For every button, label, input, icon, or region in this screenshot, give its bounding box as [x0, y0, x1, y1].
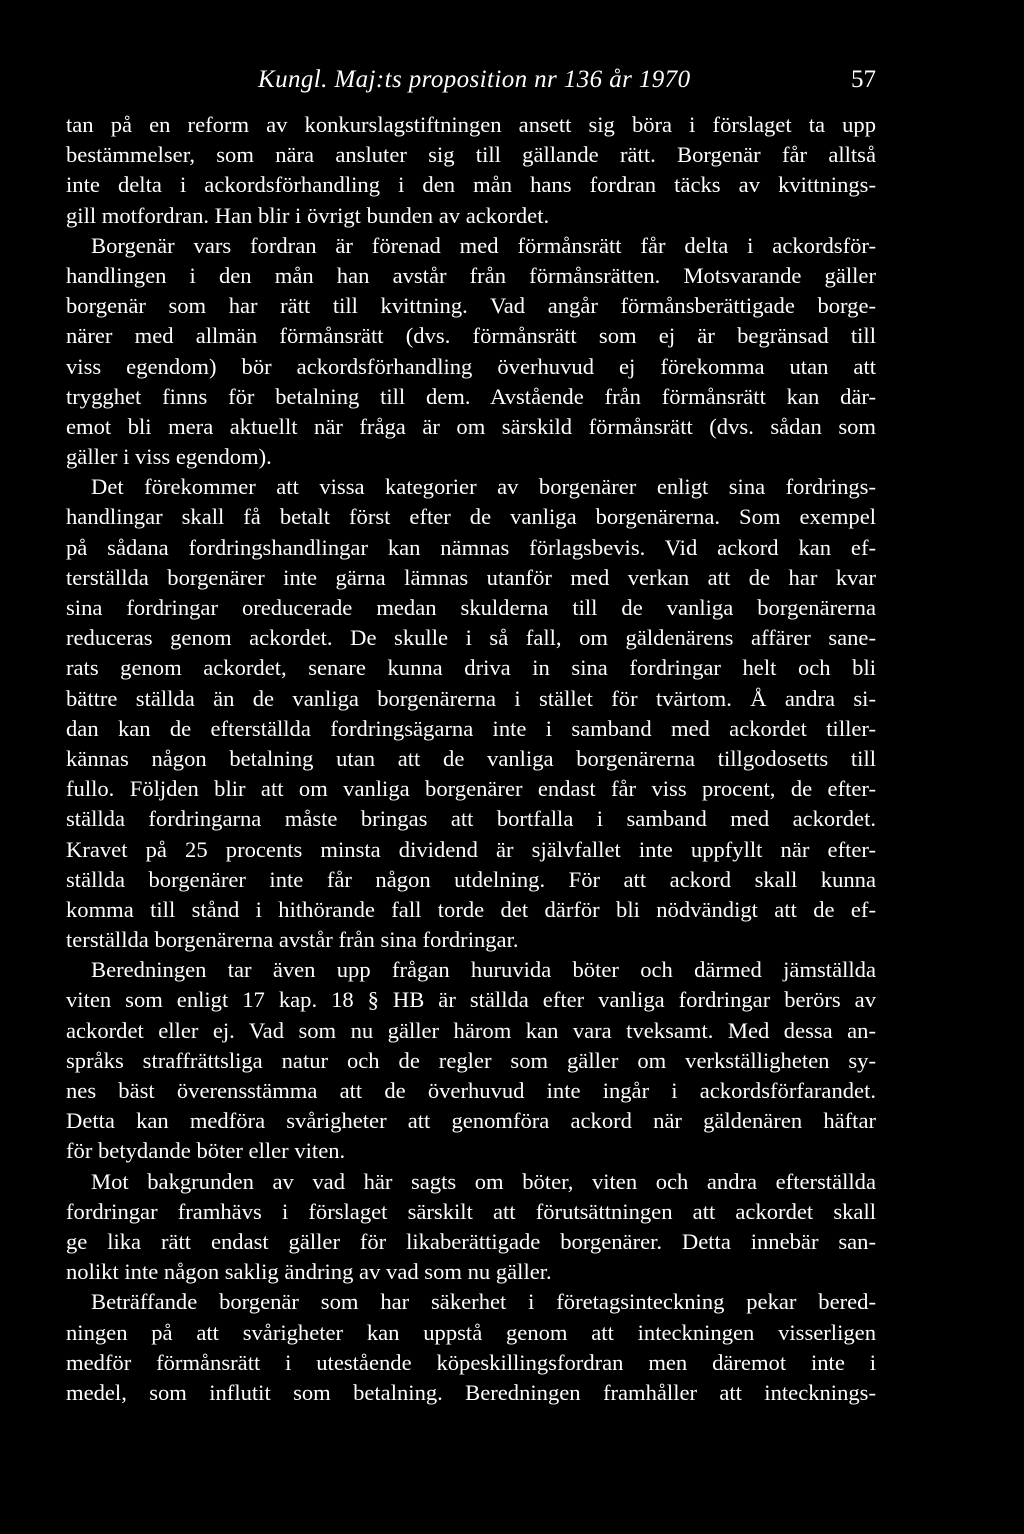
text-line: trygghet finns för betalning till dem. Avstående från förmånsrätt kan där-	[66, 383, 876, 409]
page-number: 57	[851, 66, 876, 93]
text-line: dan kan de efterställda fordringsägarna inte i samband med ackordet tiller-	[66, 715, 876, 741]
text-line: sina fordringar oreducerade medan skulderna till de vanliga borgenärerna	[66, 595, 876, 620]
text-line: medel, som influtit som betalning. Beredningen framhåller att intecknings-	[66, 1379, 876, 1405]
text-line: viss egendom) bör ackordsförhandling överhuvud ej förekomma utan att	[66, 353, 876, 379]
text-line: Borgenär vars fordran är förenad med förmånsrätt får delta i ackordsför-	[91, 232, 876, 258]
text-line: inte delta i ackordsförhandling i den mån hans fordran täcks av kvittnings-	[66, 172, 876, 198]
text-line: ställda borgenärer inte får någon utdelning. För att ackord skall kunna	[66, 866, 876, 892]
text-line: ställda fordringarna måste bringas att bortfalla i samband med ackordet.	[66, 806, 876, 832]
text-line: Kravet på 25 procents minsta dividend är självfallet inte uppfyllt när efter-	[66, 836, 876, 862]
text-line: terställda borgenärerna avstår från sina fordringar.	[66, 927, 519, 953]
text-line: på sådana fordringshandlingar kan nämnas förlagsbevis. Vid ackord kan ef-	[66, 534, 876, 560]
running-header	[66, 62, 876, 98]
text-line: bättre ställda än de vanliga borgenärerna i stället för tvärtom. Å andra si-	[66, 685, 876, 711]
text-line: fullo. Följden blir att om vanliga borgenärer endast får viss procent, de efter-	[66, 776, 876, 802]
text-line: viten som enligt 17 kap. 18 § HB är ställda efter vanliga fordringar berörs av	[66, 987, 876, 1013]
text-line: Det förekommer att vissa kategorier av borgenärer enligt sina fordrings-	[91, 474, 876, 500]
text-line: handlingar skall få betalt först efter de vanliga borgenärerna. Som exempel	[66, 504, 876, 530]
text-line: närer med allmän förmånsrätt (dvs. förmånsrätt som ej är begränsad till	[66, 323, 876, 349]
text-line: Detta kan medföra svårigheter att genomföra ackord när gäldenären häftar	[66, 1108, 876, 1134]
text-line: handlingen i den mån han avstår från förmånsrätten. Motsvarande gäller	[66, 262, 876, 288]
text-line: för betydande böter eller viten.	[66, 1138, 346, 1164]
text-line: ningen på att svårigheter kan uppstå genom att inteckningen visserligen	[66, 1319, 876, 1345]
text-line: tan på en reform av konkurslagstiftningen ansett sig böra i förslaget ta upp	[66, 112, 876, 137]
text-line: fordringar framhävs i förslaget särskilt att förutsättningen att ackordet skall	[66, 1198, 876, 1224]
text-line: gäller i viss egendom).	[66, 444, 272, 470]
text-line: bestämmelser, som nära ansluter sig till gällande rätt. Borgenär får alltså	[66, 142, 876, 168]
text-line: emot bli mera aktuellt när fråga är om särskild förmånsrätt (dvs. sådan som	[66, 413, 876, 439]
text-line: medför förmånsrätt i utestående köpeskillingsfordran men däremot inte i	[66, 1349, 876, 1375]
text-line: Mot bakgrunden av vad här sagts om böter, viten och andra efterställda	[91, 1168, 876, 1194]
text-line: Beredningen tar även upp frågan huruvida böter och därmed jämställda	[91, 957, 876, 983]
body-text	[66, 110, 876, 1408]
text-line: ge lika rätt endast gäller för likaberättigade borgenärer. Detta innebär san-	[66, 1228, 876, 1254]
running-title: Kungl. Maj:ts proposition nr 136 år 1970	[258, 66, 691, 93]
text-line: kännas någon betalning utan att de vanliga borgenärerna tillgodosetts till	[66, 745, 876, 771]
text-line: terställda borgenärer inte gärna lämnas utanför med verkan att de har kvar	[66, 564, 876, 590]
text-line: reduceras genom ackordet. De skulle i så fall, om gäldenärens affärer sane-	[66, 625, 876, 651]
text-line: Beträffande borgenär som har säkerhet i företagsinteckning pekar bered-	[91, 1289, 876, 1315]
text-line: nes bäst överensstämma att de överhuvud inte ingår i ackordsförfarandet.	[66, 1078, 876, 1103]
text-line: borgenär som har rätt till kvittning. Vad angår förmånsberättigade borge-	[66, 293, 876, 319]
text-line: rats genom ackordet, senare kunna driva in sina fordringar helt och bli	[66, 655, 876, 681]
text-line: komma till stånd i hithörande fall torde det därför bli nödvändigt att de ef-	[66, 896, 876, 922]
text-line: nolikt inte någon saklig ändring av vad som nu gäller.	[66, 1259, 552, 1285]
text-line: ackordet eller ej. Vad som nu gäller härom kan vara tveksamt. Med dessa an-	[66, 1017, 876, 1043]
text-line: språks straffrättsliga natur och de regler som gäller om verkställigheten sy-	[66, 1047, 876, 1073]
text-line: gill motfordran. Han blir i övrigt bunden av ackordet.	[66, 202, 550, 228]
